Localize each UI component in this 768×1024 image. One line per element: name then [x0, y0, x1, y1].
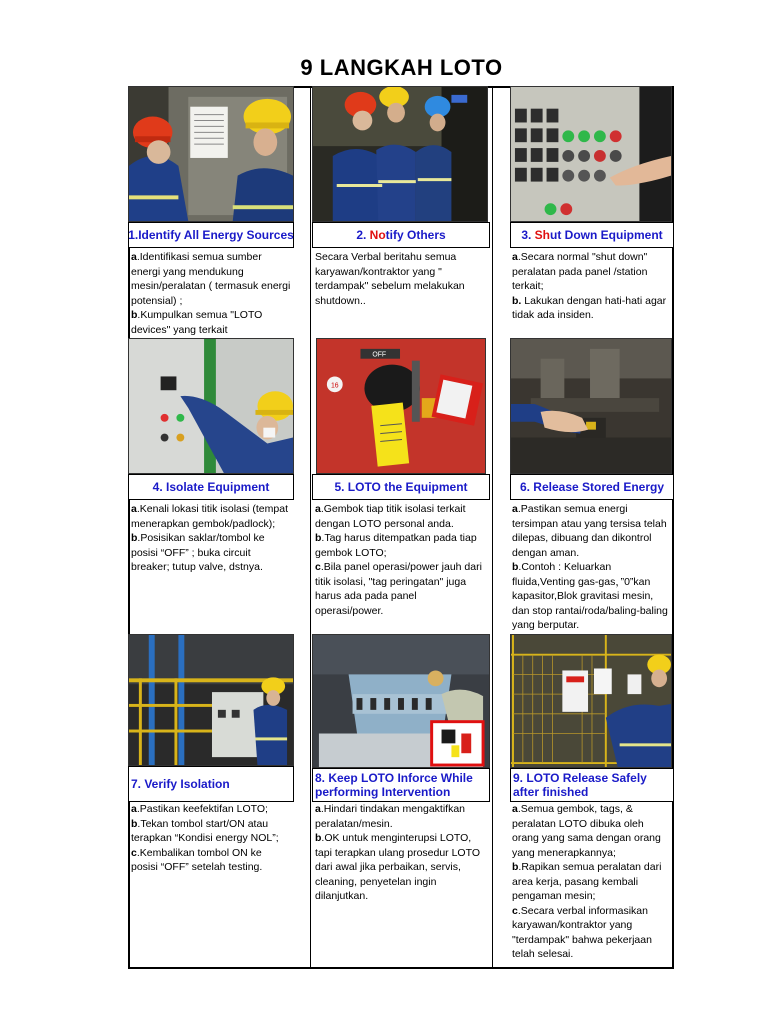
isolation-switch-photo [128, 338, 294, 474]
machine-maintenance-photo [312, 634, 490, 768]
step-caption: 1.Identify All Energy Sources [128, 228, 294, 242]
step-description: a.Secara normal "shut down" peralatan pada panel /station terkait; b. Lakukan dengan hati-hati agar tidak ada insiden. [512, 251, 667, 321]
page-title: 9 LANGKAH LOTO [300, 55, 503, 80]
step-caption-box [128, 222, 294, 248]
step-caption: 4. Isolate Equipment [152, 480, 270, 494]
step-caption: 2. Notify Others [356, 228, 446, 242]
step-caption: 6. Release Stored Energy [519, 480, 665, 494]
step-description: a.Gembok tiap titik isolasi terkait dengan LOTO personal anda. b.Tag harus ditempatkan pada tiap gembok LOTO; c.Bila panel operasi/power jauh dari titik isolasi, "tag peringatan" juga harus ada pada panel operasi/power. [315, 503, 482, 617]
step-caption-box [510, 222, 674, 248]
verify-isolation-photo [128, 634, 294, 766]
tag-number-label: 16 [330, 382, 339, 390]
step-caption: 9. LOTO Release Safely after finished [513, 771, 647, 799]
step-caption-box [128, 766, 294, 802]
panel-off-label: OFF [372, 351, 387, 359]
step-caption-box [312, 474, 490, 500]
step-caption-box [510, 768, 674, 802]
control-panel-buttons-photo [510, 86, 672, 222]
step-description: Secara Verbal beritahu semua karyawan/kontraktor yang " terdampak" sebelum melakukan shutdown.. [315, 251, 465, 307]
step-caption-box [510, 474, 674, 500]
step-caption: 7. Verify Isolation [131, 777, 230, 791]
workers-reading-notice-photo [128, 86, 294, 222]
step-description: a.Semua gembok, tags, & peralatan LOTO dibuka oleh orang yang sama dengan orang yang menerapkannya; b.Rapikan semua peralatan dari area kerja, pasang kembali pengaman mesin; c.Secara verbal informasikan karyawan/kontraktor yang "terdampak" bahwa pekerjaan telah selesai. [512, 803, 662, 960]
step-description: a.Identifikasi semua sumber energi yang mendukung mesin/peralatan ( termasuk energi potensial) ; b.Kumpulkan semua "LOTO devices" yang terkait [131, 251, 291, 336]
step-caption-box [128, 474, 294, 500]
step-description: a.Hindari tindakan mengaktifkan peralatan/mesin. b.OK untuk menginterupsi LOTO, tapi terapkan ulang prosedur LOTO dari awal jika perbaikan, servis, cleaning, penyetelan ingin dilanjutkan. [315, 803, 480, 902]
release-lockout-photo [510, 634, 672, 768]
grid-divider [492, 88, 493, 967]
step-description: a.Pastikan keefektifan LOTO; b.Tekan tombol start/ON atau terapkan “Kondisi energy NOL”; c.Kembalikan tombol ON ke posisi “OFF” setelah testing. [131, 803, 279, 873]
step-caption-box [312, 222, 490, 248]
release-energy-photo [510, 338, 672, 474]
lockout-tags-photo [316, 338, 486, 474]
step-caption: 5. LOTO the Equipment [334, 480, 468, 494]
workers-briefing-photo [312, 86, 488, 222]
step-caption-box [312, 768, 490, 802]
step-caption: 8. Keep LOTO Inforce While performing Intervention [315, 771, 473, 799]
step-caption: 3. Shut Down Equipment [521, 228, 663, 242]
step-description: a.Pastikan semua energi tersimpan atau yang tersisa telah dilepas, dibuang dan dikontrol dengan aman. b.Contoh : Keluarkan fluida,Venting gas-gas，”0”kan kapasitor,Blok gravitasi mesin, dan stop rantai/roda/baling-baling yang berputar. [512, 503, 668, 631]
grid-divider [310, 88, 311, 967]
step-description: a.Kenali lokasi titik isolasi (tempat menerapkan gembok/padlock); b.Posisikan saklar/tombol ke posisi “OFF” ; buka circuit breaker; tutup valve, dstnya. [131, 503, 288, 573]
